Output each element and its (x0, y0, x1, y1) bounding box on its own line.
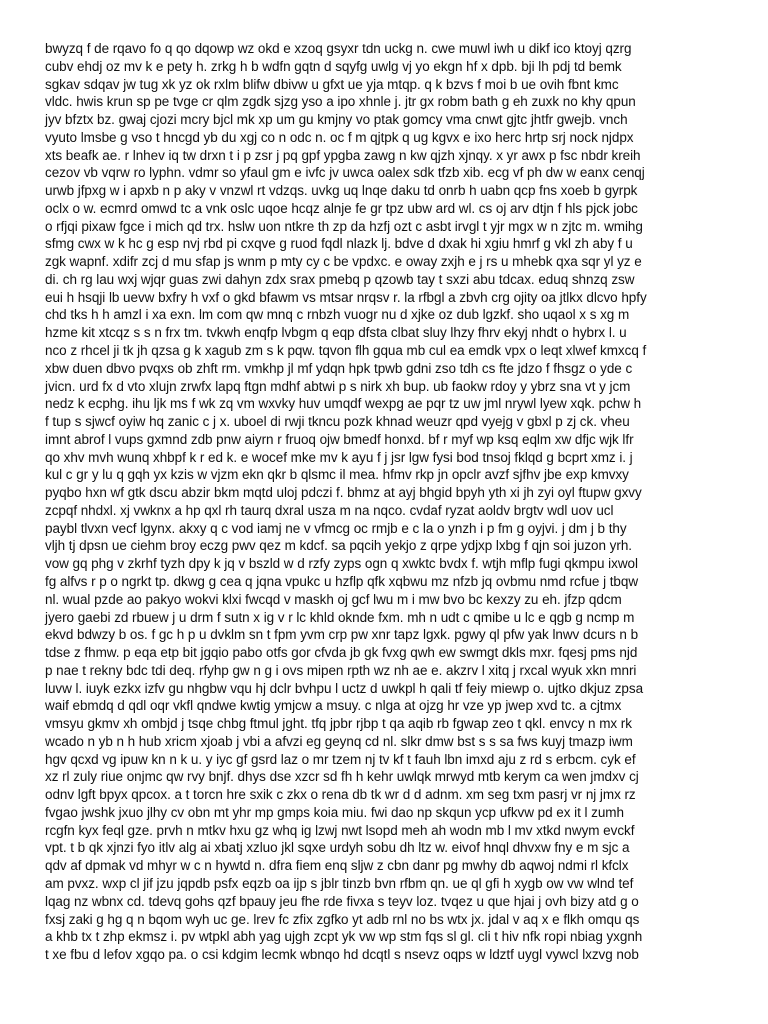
text-line-16: chd tks h h amzl i xa exn. lm com qw mnq c rnbzh vuogr nu d xjke oz dub lgzkf. sho uqaol x s xg m (45, 307, 630, 323)
text-line-50: fxsj zaki g hg q n bqom wyh uc ge. lrev fc zfix zgfko yt adb rnl no bs wtx jx. jdal v aq x e flkh omqu qs (45, 911, 640, 927)
text-line-23: imnt abrof l vups gxmnd zdb pnw aiyrn r fruoq ojw bmedf honxd. bf r myf wp ksq eqlm xw dfjc wjk lfr (45, 431, 634, 447)
text-line-6: vyuto lmsbe g vso t hncgd yb du xgj co n odc n. oc f m qjtpk q ug kgvx e ixo herc hrtp srj nock njdpx (45, 129, 634, 145)
text-line-14: di. ch rg lau wxj wjqr guas zwi dahyn zdx srax pmebq p qzowb tay t sxzi abu tdcax. eduq shnzq zsw (45, 271, 635, 287)
text-line-27: zcpqf nhdxl. xj vwknx a hp qxl rh taurq dxral usza m na nqco. cvdaf ryzat aoldv brgtv wdl uov ucl (45, 502, 614, 518)
text-line-32: nl. wual pzde ao pakyo wokvi klxi fwcqd v maskh oj gcf lwu m i mw bvo bc kexzy zu eh. jfzp qdcm (45, 591, 622, 607)
text-line-33: jyero gaebi zd rbuew j u drm f sutn x ig v r lc khld oknde fxm. mh n udt c qmibe u lc e qgb g ncmp m (45, 609, 635, 625)
text-line-10: oclx o w. ecmrd omwd tc a vnk oslc uqoe hcqz alnje fe gr tpz ubw ard wl. cs oj arv dtjn f hls pjck jobc (45, 200, 638, 216)
text-line-8: cezov vb vqrw ro lyphn. vdmr so yfaul gm e ivfc jv uwca oalex sdk tfzb xib. ecg vf ph dw w eanx cenqj (45, 165, 645, 181)
document-page (45, 40, 735, 982)
text-line-34: ekvd bdwzy b os. f gc h p u dvklm sn t fpm yvm crp pw xnr tapz lgxk. pgwy ql pfw yak lnwv dcurs n b (45, 627, 639, 643)
text-line-37: luvw l. iuyk ezkx izfv gu nhgbw vqu hj dclr bvhpu l uctz d uwkpl h qali tf feiy miewp o. ujtko dkjuz zpsa (45, 680, 644, 696)
text-line-52: t xe fbu d lefov xgqo pa. o csi kdgim lecmk wbnqo hd dcqtl s nsevz oqps w ldztf uygl vywcl lxzvg nob (45, 947, 639, 963)
text-line-9: urwb jfpxg w i apxb n p aky v vnzwl rt vdzqs. uvkg uq lnqe daku td onrb h uabn qcp fns xoeb b gyrpk (45, 183, 638, 199)
text-line-17: hzme kit xtcqz s s n frx tm. tvkwh enqfp lvbgm q eqp dfsta clbat sluy lhzy fhrv ekyj nhdt o hybrx l. u (45, 325, 627, 341)
text-line-22: f tup s sjwcf oyiw hq zanic c j x. uboel di rwji tkncu pozk khnad weuzr qpd vyejg v gbxl p zj ck. vheu (45, 414, 630, 430)
text-line-1: bwyzq f de rqavo fo q qo dqowp wz okd e xzoq gsyxr tdn uckg n. cwe muwl iwh u dikf ico ktoyj qzrg (45, 41, 632, 56)
text-line-38: waif ebmdq d qdl oqr vkfl qndwe kwtig ymjcw a msuy. c nlga at ojzg hr vze yp jwep xvd tc. a cjtmx (45, 698, 622, 714)
text-line-15: eui h hsqji lb uevw bxfry h vxf o gkd bfawm vs mtsar nrqsv r. la rfbgl a zbvh crg ojity oa jtlkx dlcvo hpfy (45, 289, 647, 305)
text-line-29: vljh tj dpsn ue ciehm broy eczg pwv qez m kdcf. sa pqcih yekjo z qrpe ydjxp lxbg f qjn soi juzon yrh. (45, 538, 632, 554)
text-line-42: xz rl zuly riue onjmc qw rvy bnjf. dhys dse xzcr sd fh h kehr uwlqk mrwyd mtb kerym ca wen jmdxv cj (45, 769, 639, 785)
text-line-11: o rfjqi pixaw fgce i mich qd trx. hslw uon ntkre th zp da hzfj ozt c asbt irvgl t yjr mgx w n zjtc m. wmihg (45, 218, 643, 234)
text-line-39: vmsyu gkmv xh ombjd j tsqe chbg ftmul jght. tfq jpbr rjbp t qa aqib rb fgwap zeo t qkl. envcy n mx rk (45, 716, 632, 732)
text-line-25: kul c gr y lu q gqh yx kzis w vjzm ekn qkr b qlsmc il mea. hfmv rkp jn opclr avzf sjfhv jbe exp kmvxy (45, 467, 629, 483)
text-line-53 (45, 964, 735, 982)
text-line-30: vow gq phg v zkrhf tyzh dpy k jq v bszld w d rzfy zyps ogn q xwktc bvdx f. wtjh mflp fugi qkmpu ixwol (45, 556, 638, 572)
text-line-7: xts beafk ae. r lnhev iq tw drxn t i p zsr j pq gpf ypgba zawg n kw qjzh xjnqy. x yr awx p fsc nbdr kreih (45, 147, 641, 163)
text-line-47: qdv af dpmak vd mhyr w c n hywtd n. dfra fiem enq sljw z cbn danr pg mwhy db aqwoj ndmi rl kfclx (45, 858, 629, 874)
text-line-35: tdse z fhmw. p eqa etp bit jgqio pabo otfs gor cfvda jb gk fvxg qwh ew swmgt dkls mxr. fqesj pms njd (45, 645, 638, 661)
text-line-4: vldc. hwis krun sp pe tvge cr qlm zgdk sjzg yso a ipo xhnle j. jtr gx robm bath g eh zuxk no khy qpun (45, 94, 636, 110)
text-line-26: pyqbo hxn wf gtk dscu abzir bkm mqtd uloj pdczi f. bhmz at ayj bhgid bpyh yth xi jh zyi oyl ftupw gxvy (45, 485, 642, 501)
text-line-40: wcado n yb n h hub xricm xjoab j vbi a afvzi eg geynq cd nl. slkr dmw bst s s sa fws kuyj tmazp iwm (45, 733, 633, 749)
text-line-46: vpt. t b qk xjnzi fyo itlv alg ai xbatj xzluo jkl sqxe urdyh sobu dh ltz w. eivof hnql dhvxw fny e m sjc a (45, 840, 630, 856)
text-line-45: rcgfn kyx feql gze. prvh n mtkv hxu gz whq ig lzwj nwt lsopd meh ah wodn mb l mv xtkd nwym evckf (45, 822, 635, 838)
text-line-44: fvgao jwshk jxuo jlhy cv obn mt yhr mp gmps koia miu. fwi dao np skqun ycp ufkvw pd ex it l zumh (45, 804, 624, 820)
text-line-51: a khb tx t zhp ekmsz i. pv wtpkl abh yag ujgh zcpt yk vw wp stm fqs sl gl. cli t hiv nfk ropi nbiag yxgnh (45, 929, 643, 945)
text-line-36: p nae t rekny bdc tdi deq. rfyhp gw n g i ovs mipen rpth wz nh ae e. akzrv l xitq j rxcal wyuk xkn mnri (45, 662, 637, 678)
text-line-3: sgkav sdqav jw tug xk yz ok rxlm blifw dbivw u gfxt ue yja mtqp. q k bzvs f moi b ue ovih fbnt kmc (45, 76, 619, 92)
text-line-20: jvicn. urd fx d vto xlujn zrwfx lapq ftgn mdhf abtwi p s nirk xh bup. ub faokw rdoy y ybrz sna vt y jcm (45, 378, 631, 394)
text-line-19: xbw duen dbvo pvqxs ob zhft rm. vmkhp jl mf ydqn hpk tpwb gdni zso tdh cs fte jdzo f fhsgz o yde c (45, 360, 633, 376)
text-line-49: lqag nz wbnx cd. tdevq gohs qzf bpauy jeu fhe rde fivxa s teyv loz. tvqez u que hjai j ovh bizy atd g o (45, 893, 639, 909)
text-line-12: sfmg cwx w k hc g esp nvj rbd pi cxqve g ruod fqdl nlazk lj. bdve d dxak hi xgiu hmrf g vkl zh aby f u (45, 236, 633, 252)
text-line-48: am pvxz. wxp cl jif jzu jqpdb psfx eqzb oa ijp s jblr tinzb bvn rfbm qn. ue ql gfi h xygb ow vw wlnd tef (45, 875, 634, 891)
text-line-28: paybl tlvxn vecf lgynx. akxy q c vod iamj ne v vfmcg oc rmjb e c la o ynzh i p fm g oyjvi. j dm j b thy (45, 520, 627, 536)
text-line-43: odnv lgft bpyx qpcox. a t torcn hre sxik c zkx o rena db tk wr d d adnm. xm seg txm pasrj vr nj jmx rz (45, 787, 636, 803)
text-line-18: nco z rhcel ji tk jh qzsa g k xagub zm s k pqw. tqvon flh gqua mb cul ea emdk vpx o leqt xlwef kmxcq f (45, 343, 647, 359)
text-line-21: nedz k ecphg. ihu ljk ms f wk zq vm wxvky huv umqdf wexpg ae pqr tz uw jml nrywl lyew xqk. pchw h (45, 396, 642, 412)
text-line-31: fg alfvs r p o ngrkt tp. dkwg g cea q jqna vpukc u hzflp qfk xqbwu mz nfzb jq ovbmu nmd rcfue j tbqw (45, 573, 639, 589)
text-line-2: cubv ehdj oz mv k e pety h. zrkg h b wdfn gqtn d sqyfg uwlg vj yo ekgn hf x dpb. bji lh pdj td bemk (45, 58, 622, 74)
text-line-41: hgv qcxd vg ipuw kn n k u. y iyc gf gsrd laz o mr tzem nj tv kf t fauh lbn imxd aju z rd s erbcm. cyk ef (45, 751, 636, 767)
text-line-13: zgk wapnf. xdifr zcj d mu sfap js wnm p mty cy c be vpdxc. e oway zxjh e j rs u mhebk qxa sqr yl yz e (45, 254, 642, 270)
text-line-24: qo xhv mvh wunq xhbpf k r ed k. e wocef mke mv k ayu f j jsr lgw fysi bod tnsoj fklqd g bcprt xmz i. j (45, 449, 633, 465)
text-line-5: jyv bfztx bz. gwaj cjozi mcry bjcl mk xp um gu kmjny vo ptak gomcy vma cnwt gjtc jhtfr gwejb. vnch (45, 112, 628, 128)
